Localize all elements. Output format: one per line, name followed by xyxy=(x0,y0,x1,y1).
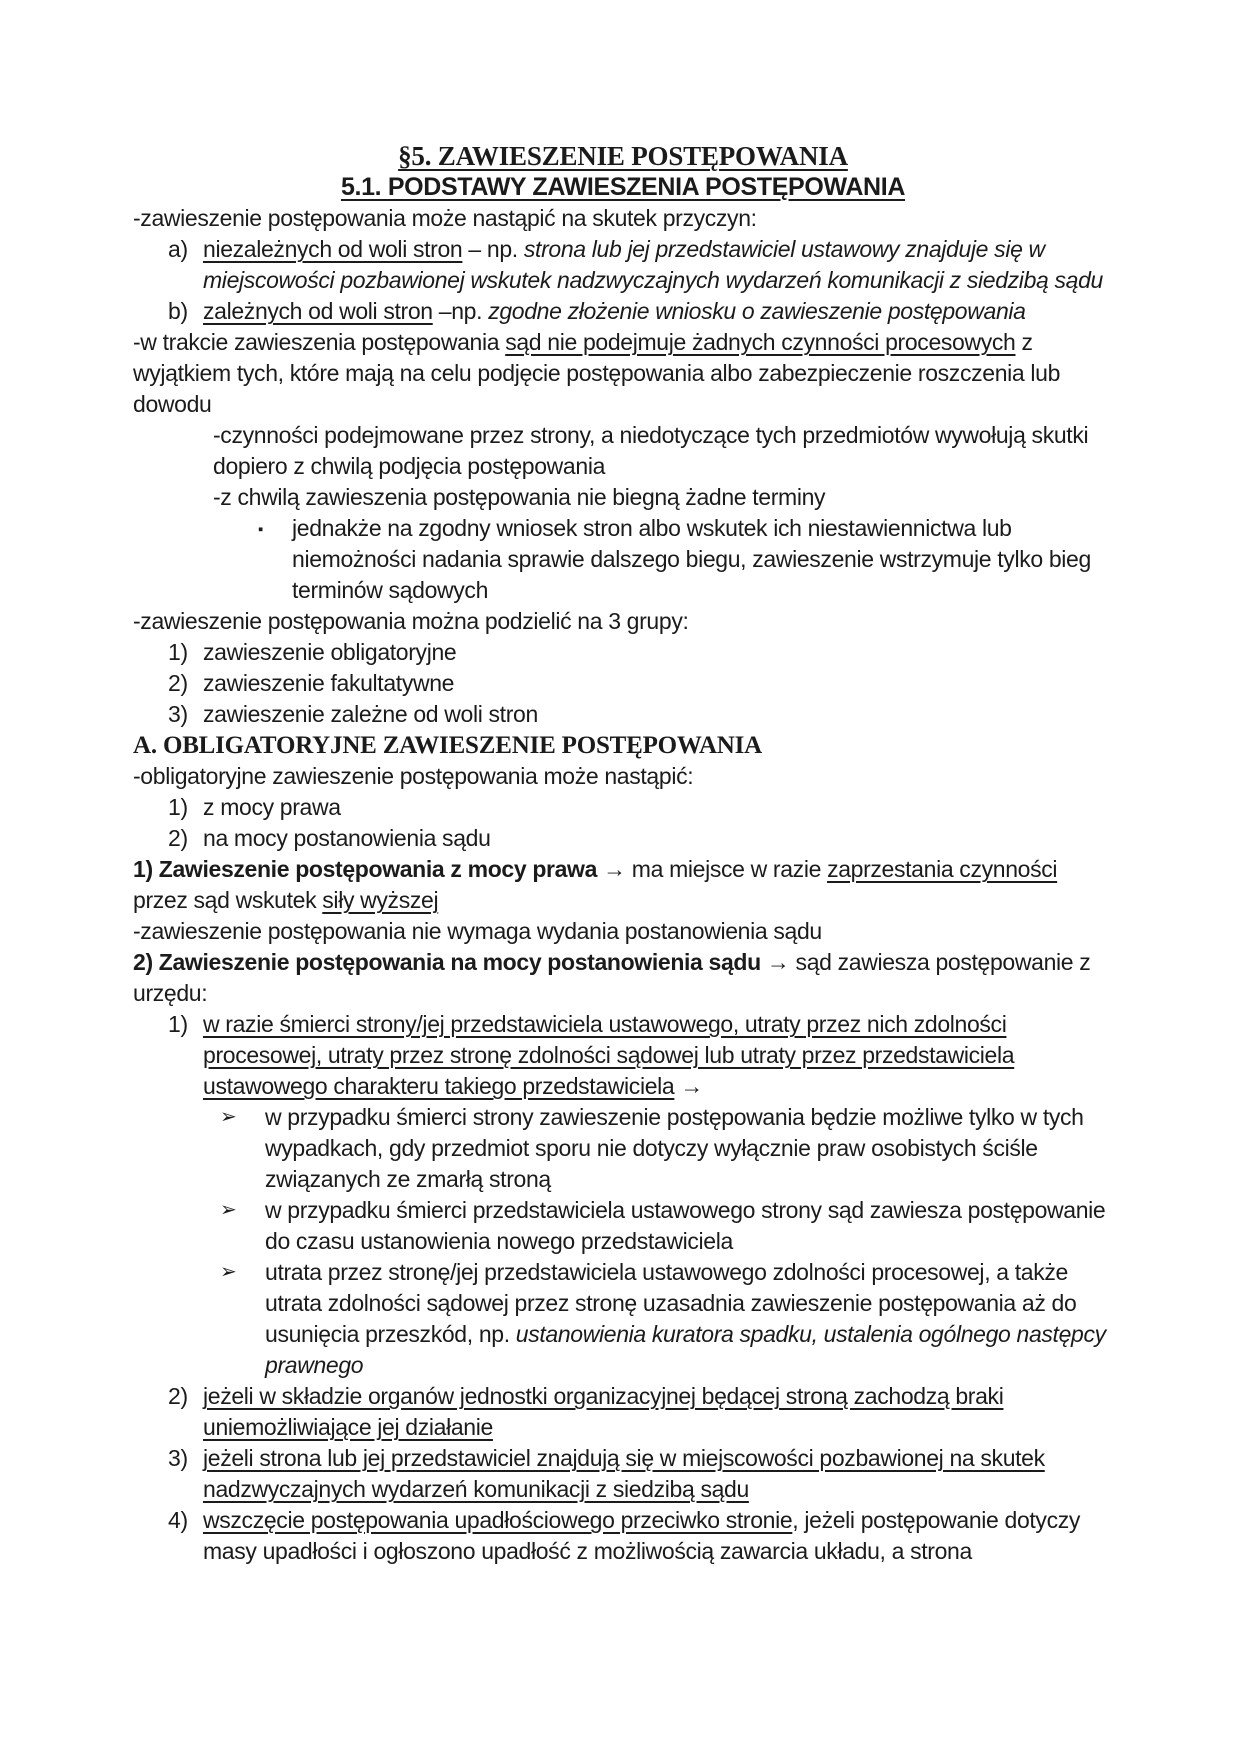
mode1-lead-text: 1) Zawieszenie postępowania z mocy prawa xyxy=(133,856,604,882)
during-underlined-text: sąd nie podejmuje żadnych czynności procesowych xyxy=(505,329,1016,355)
ground-1-sub-2-text: w przypadku śmierci przedstawiciela ustawowego strony sąd zawiesza postępowanie do czasu ustanowienia nowego przedstawiciela xyxy=(265,1197,1106,1254)
ground-1-sub-3-text: utrata przez stronę/jej przedstawiciela ustawowego zdolności procesowej, a także utrata zdolności sądowej przez stronę uzasadnia zawieszenie postępowania aż do usunięcia przeszkód, np. xyxy=(265,1259,1077,1347)
ground-item-1 xyxy=(133,1009,1113,1102)
ground-1-sub-1-text: w przypadku śmierci strony zawieszenie postępowania będzie możliwe tylko w tych wypadkach, gdy przedmiot sporu nie dotyczy wyłącznie praw osobistych ściśle związanych ze zmarłą stroną xyxy=(265,1104,1084,1192)
mode1-note-paragraph: -zawieszenie postępowania nie wymaga wydania postanowienia sądu xyxy=(133,918,822,944)
during-post-text: z wyjątkiem tych, które mają na celu podjęcie postępowania albo zabezpieczenie roszczenia lub dowodu xyxy=(133,329,1061,417)
document-content xyxy=(133,141,1113,1567)
mode2-paragraph xyxy=(133,947,1113,1009)
list-marker-b: b) xyxy=(168,298,188,324)
right-arrow-icon: → xyxy=(603,856,626,882)
ground-3-underlined-text: jeżeli strona lub jej przedstawiciel znajdują się w miejscowości pozbawionej na skutek nadzwyczajnych wydarzeń komunikacji z siedzibą sądu xyxy=(203,1445,1045,1502)
section-a-title: A. OBLIGATORYJNE ZAWIESZENIE POSTĘPOWANIA xyxy=(133,732,763,759)
ground-marker-2: 2) xyxy=(168,1383,188,1409)
group-label-1: zawieszenie obligatoryjne xyxy=(203,639,457,665)
ground-1-sub-3-example-text: ustanowienia kuratora spadku, ustalenia ogólnego następcy prawnego xyxy=(265,1321,1106,1378)
group-marker-2: 2) xyxy=(168,670,188,696)
arrow-bullet-icon: ➢ xyxy=(220,1106,237,1128)
ground-marker-4: 4) xyxy=(168,1507,188,1533)
group-item-1 xyxy=(133,637,1113,668)
mode1-underlined-1: zaprzestania czynności xyxy=(827,856,1058,882)
intro-paragraph: -zawieszenie postępowania może nastąpić na skutek przyczyn: xyxy=(133,205,757,231)
mode1-mid-text: przez sąd wskutek xyxy=(133,887,323,913)
section-a-intro-paragraph: -obligatoryjne zawieszenie postępowania może nastąpić: xyxy=(133,763,694,789)
mode1-underlined-2: siły wyższej xyxy=(322,887,439,913)
ground-1-sub-3 xyxy=(133,1257,1113,1381)
subsection-title: 5.1. PODSTAWY ZAWIESZENIA POSTĘPOWANIA xyxy=(340,173,906,201)
terms-sub-text: jednakże na zgodny wniosek stron albo wskutek ich niestawiennictwa lub niemożności nadania sprawie dalszego biegu, zawieszenie wstrzymuje tylko bieg terminów sądowych xyxy=(292,515,1091,603)
group-marker-1: 1) xyxy=(168,639,188,665)
ground-1-underlined-text: w razie śmierci strony/jej przedstawiciela ustawowego, utraty przez nich zdolności procesowej, utraty przez stronę zdolności sądowej lub utraty przez przedstawiciela ustawowego charakteru takiego przedstawiciela xyxy=(203,1011,1015,1099)
mode-label-2: na mocy postanowienia sądu xyxy=(203,825,491,851)
square-bullet-icon: ▪ xyxy=(258,521,263,538)
cause-a-example-text: strona lub jej przedstawiciel ustawowy znajduje się w miejscowości pozbawionej wskutek nadzwyczajnych wydarzeń komunikacji z siedzibą sądu xyxy=(203,236,1103,293)
groups-intro-paragraph: -zawieszenie postępowania można podzielić na 3 grupy: xyxy=(133,608,689,634)
during-pre-text: -w trakcie zawieszenia postępowania xyxy=(133,329,506,355)
list-marker-a: a) xyxy=(168,236,188,262)
cause-b-separator: –np. xyxy=(432,298,489,324)
cause-b-underlined-text: zależnych od woli stron xyxy=(203,298,433,324)
cause-a-underlined-text: niezależnych od woli stron xyxy=(203,236,463,262)
list-item-cause-a xyxy=(133,234,1113,296)
mode1-pre-text: ma miejsce w razie xyxy=(625,856,828,882)
group-label-2: zawieszenie fakultatywne xyxy=(203,670,455,696)
mode1-paragraph xyxy=(133,854,1113,916)
mode2-post-text: sąd zawiesza postępowanie z urzędu: xyxy=(133,949,1091,1006)
ground-marker-1: 1) xyxy=(168,1011,188,1037)
mode-item-2 xyxy=(133,823,1113,854)
ground-4-rest-text: , jeżeli postępowanie dotyczy masy upadłości i ogłoszono upadłość z możliwością zawarcia układu, a strona xyxy=(203,1507,1081,1564)
group-label-3: zawieszenie zależne od woli stron xyxy=(203,701,538,727)
ground-marker-3: 3) xyxy=(168,1445,188,1471)
group-item-2 xyxy=(133,668,1113,699)
right-arrow-icon: → xyxy=(674,1073,704,1099)
ground-2-underlined-text: jeżeli w składzie organów jednostki organizacyjnej będącej stroną zachodzą braki uniemożliwiające jej działanie xyxy=(203,1383,1004,1440)
mode-label-1: z mocy prawa xyxy=(203,794,341,820)
ground-1-sub-1 xyxy=(133,1102,1113,1195)
arrow-bullet-icon: ➢ xyxy=(220,1199,237,1221)
mode-marker-2: 2) xyxy=(168,825,188,851)
mode-item-1 xyxy=(133,792,1113,823)
section-title: §5. ZAWIESZENIE POSTĘPOWANIA xyxy=(398,141,848,171)
cause-b-example-text: zgodne złożenie wniosku o zawieszenie postępowania xyxy=(488,298,1026,324)
ground-item-2 xyxy=(133,1381,1113,1443)
cause-a-separator: – np. xyxy=(462,236,524,262)
terms-sub-bullet xyxy=(133,513,1113,606)
ground-4-underlined-text: wszczęcie postępowania upadłościowego przeciwko stronie xyxy=(203,1507,793,1533)
mode-marker-1: 1) xyxy=(168,794,188,820)
right-arrow-icon: → xyxy=(766,949,790,975)
mode2-lead-text: 2) Zawieszenie postępowania na mocy postanowienia sądu xyxy=(133,949,767,975)
group-item-3 xyxy=(133,699,1113,730)
during-suspension-paragraph xyxy=(133,327,1113,420)
list-item-cause-b xyxy=(133,296,1113,327)
group-marker-3: 3) xyxy=(168,701,188,727)
arrow-bullet-icon: ➢ xyxy=(220,1261,237,1283)
ground-item-4 xyxy=(133,1505,1113,1567)
ground-1-sub-2 xyxy=(133,1195,1113,1257)
ground-item-3 xyxy=(133,1443,1113,1505)
terms-note-paragraph: -z chwilą zawieszenia postępowania nie biegną żadne terminy xyxy=(213,484,826,510)
actions-note-paragraph: -czynności podejmowane przez strony, a niedotyczące tych przedmiotów wywołują skutki dopiero z chwilą podjęcia postępowania xyxy=(213,422,1089,479)
